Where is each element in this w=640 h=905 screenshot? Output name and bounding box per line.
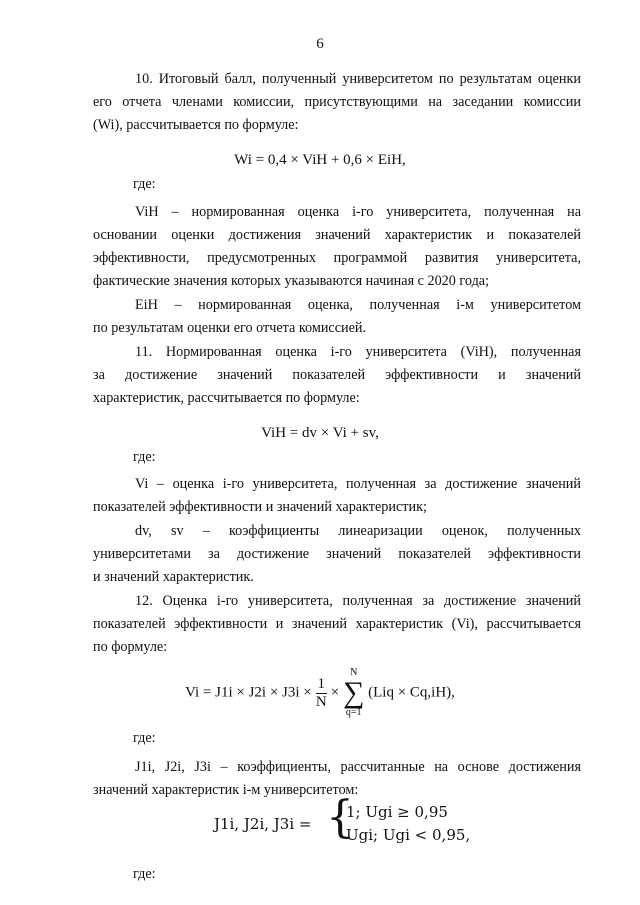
- def-vi-line1: Vi – оценка i-го университета, полученная за достижение значений: [135, 476, 581, 492]
- case-two: Ugi; Ugi < 0,95,: [346, 826, 471, 844]
- formula-vn: ViН = dv × Vi + sv,: [261, 425, 379, 441]
- def-dv-line2: университетами за достижение значений показателей эффективности: [93, 546, 581, 562]
- def-vi-line2: показателей эффективности и значений характеристик;: [93, 499, 427, 515]
- where-label: где:: [133, 866, 156, 882]
- p12-line1: 12. Оценка i-го университета, полученная за достижение значений: [135, 593, 581, 609]
- def-e-line1: EiН – нормированная оценка, полученная i-м университетом: [135, 297, 581, 313]
- def-e-line2: по результатам оценки его отчета комиссией.: [93, 320, 367, 336]
- fraction-denominator: N: [315, 693, 327, 710]
- fraction-numerator: 1: [317, 676, 326, 692]
- p11-line3: характеристик, рассчитывается по формуле:: [93, 390, 360, 406]
- fraction: [316, 676, 328, 710]
- def-v-line1: ViН – нормированная оценка i-го университета, полученная на: [135, 204, 581, 220]
- def-v-line4: фактические значения которых указываются начиная с 2020 года;: [93, 273, 490, 289]
- times-sign: ×: [330, 684, 340, 701]
- formula-w: Wi = 0,4 × ViН + 0,6 × EiН,: [234, 152, 406, 168]
- def-dv-line3: и значений характеристик.: [93, 569, 254, 585]
- left-brace-icon: {: [326, 792, 354, 843]
- formula-vi-rhs: (Liq × Cq,iН),: [368, 684, 455, 701]
- sum-upper: N: [350, 667, 358, 678]
- def-j-line1: J1i, J2i, J3i – коэффициенты, рассчитанные на основе достижения: [135, 759, 581, 775]
- def-v-line3: эффективности, предусмотренных программой развития университета,: [93, 250, 581, 266]
- def-v-line2: основании оценки достижения значений характеристик и показателей: [93, 227, 581, 243]
- sigma-icon: ∑: [342, 676, 365, 709]
- p10-line2: его отчета членами комиссии, присутствующими на заседании комиссии: [93, 94, 581, 110]
- p11-line1: 11. Нормированная оценка i-го университета (ViН), полученная: [135, 344, 581, 360]
- p10-line3: (Wi), рассчитывается по формуле:: [93, 117, 299, 133]
- p10-line1: 10. Итоговый балл, полученный университетом по результатам оценки: [135, 71, 581, 87]
- page-number: 6: [316, 36, 324, 52]
- def-j-line2: значений характеристик i-м университетом:: [93, 782, 359, 798]
- formula-vi-lhs: Vi = J1i × J2i × J3i ×: [185, 684, 312, 701]
- formula-vi: [0, 668, 640, 718]
- case-one: 1; Ugi ≥ 0,95: [346, 803, 448, 821]
- formula-j-lhs: J1i, J2i, J3i =: [214, 815, 312, 833]
- where-label: где:: [133, 730, 156, 746]
- p12-line3: по формуле:: [93, 639, 168, 655]
- where-label: где:: [133, 176, 156, 192]
- sum-operator: [343, 668, 364, 718]
- p12-line2: показателей эффективности и значений характеристик (Vi), рассчитывается: [93, 616, 581, 632]
- where-label: где:: [133, 449, 156, 465]
- def-dv-line1: dv, sv – коэффициенты линеаризации оценок, полученных: [135, 523, 581, 539]
- sum-lower: q=1: [345, 707, 362, 718]
- p11-line2: за достижение значений показателей эффективности и значений: [93, 367, 581, 383]
